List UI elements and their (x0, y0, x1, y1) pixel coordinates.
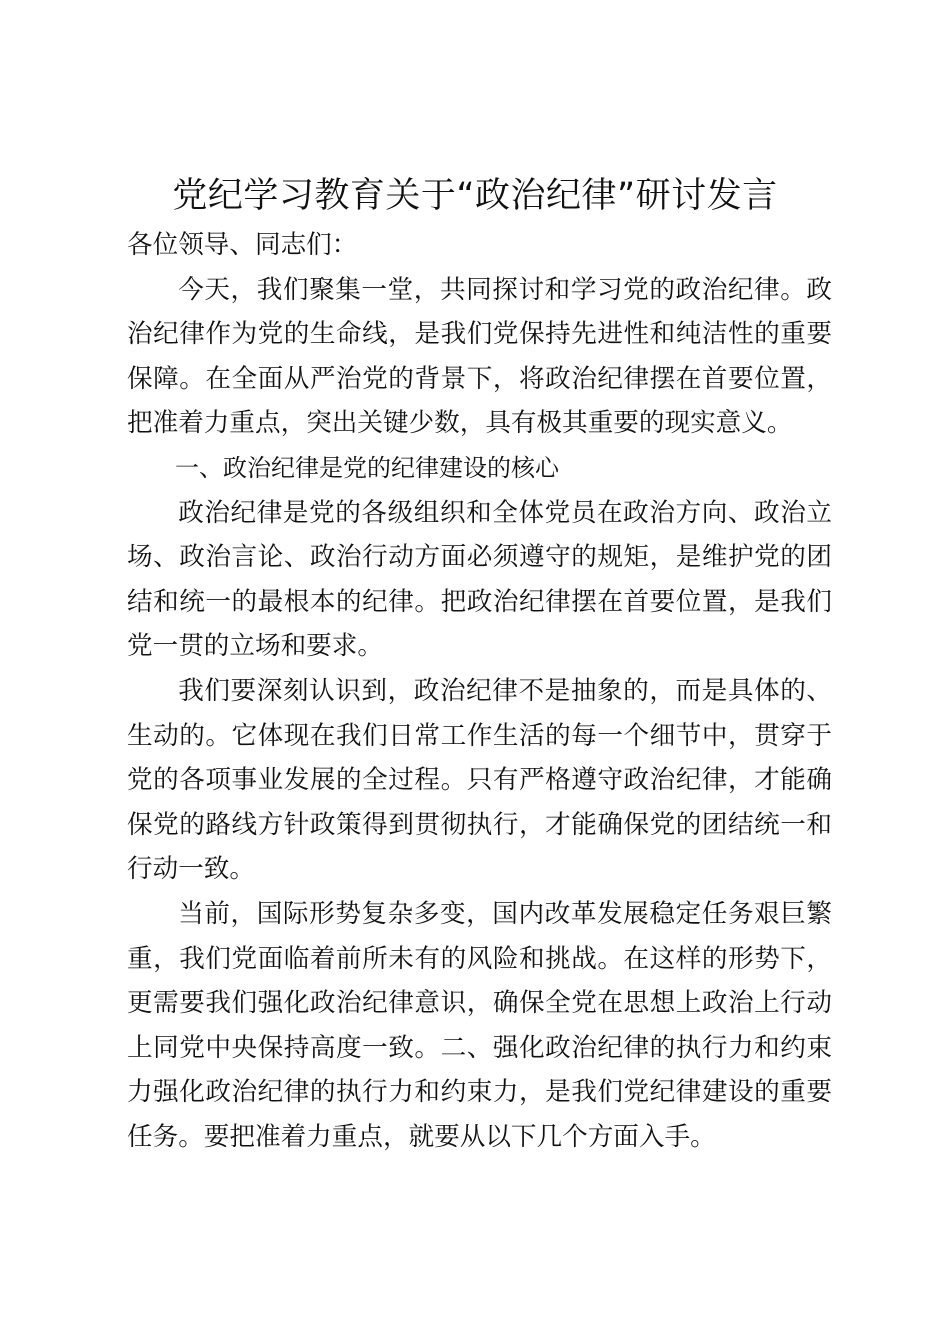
paragraph-definition: 政治纪律是党的各级组织和全体党员在政治方向、政治立场、政治言论、政治行动方面必须遵守的规矩，是维护党的团结和统一的最根本的纪律。把政治纪律摆在首要位置，是我们党一贯的立场和要求。 (127, 497, 832, 662)
paragraph-intro: 今天，我们聚集一堂，共同探讨和学习党的政治纪律。政治纪律作为党的生命线，是我们党保持先进性和纯洁性的重要保障。在全面从严治党的背景下，将政治纪律摆在首要位置，把准着力重点，突出关键少数，具有极其重要的现实意义。 (127, 274, 832, 439)
document-body (127, 223, 832, 1159)
paragraph-current-situation: 当前，国际形势复杂多变，国内改革发展稳定任务艰巨繁重，我们党面临着前所未有的风险和挑战。在这样的形势下，更需要我们强化政治纪律意识，确保全党在思想上政治上行动上同党中央保持高度一致。二、强化政治纪律的执行力和约束力强化政治纪律的执行力和约束力，是我们党纪律建设的重要任务。要把准着力重点，就要从以下几个方面入手。 (127, 898, 832, 1152)
paragraph-understanding: 我们要深刻认识到，政治纪律不是抽象的，而是具体的、生动的。它体现在我们日常工作生活的每一个细节中，贯穿于党的各项事业发展的全过程。只有严格遵守政治纪律，才能确保党的路线方针政策得到贯彻执行，才能确保党的团结统一和行动一致。 (127, 675, 832, 885)
salutation: 各位领导、同志们： (127, 230, 358, 260)
section-heading-1: 一、政治纪律是党的纪律建设的核心 (175, 453, 559, 482)
document-title: 党纪学习教育关于“政治纪律”研讨发言 (172, 176, 778, 216)
